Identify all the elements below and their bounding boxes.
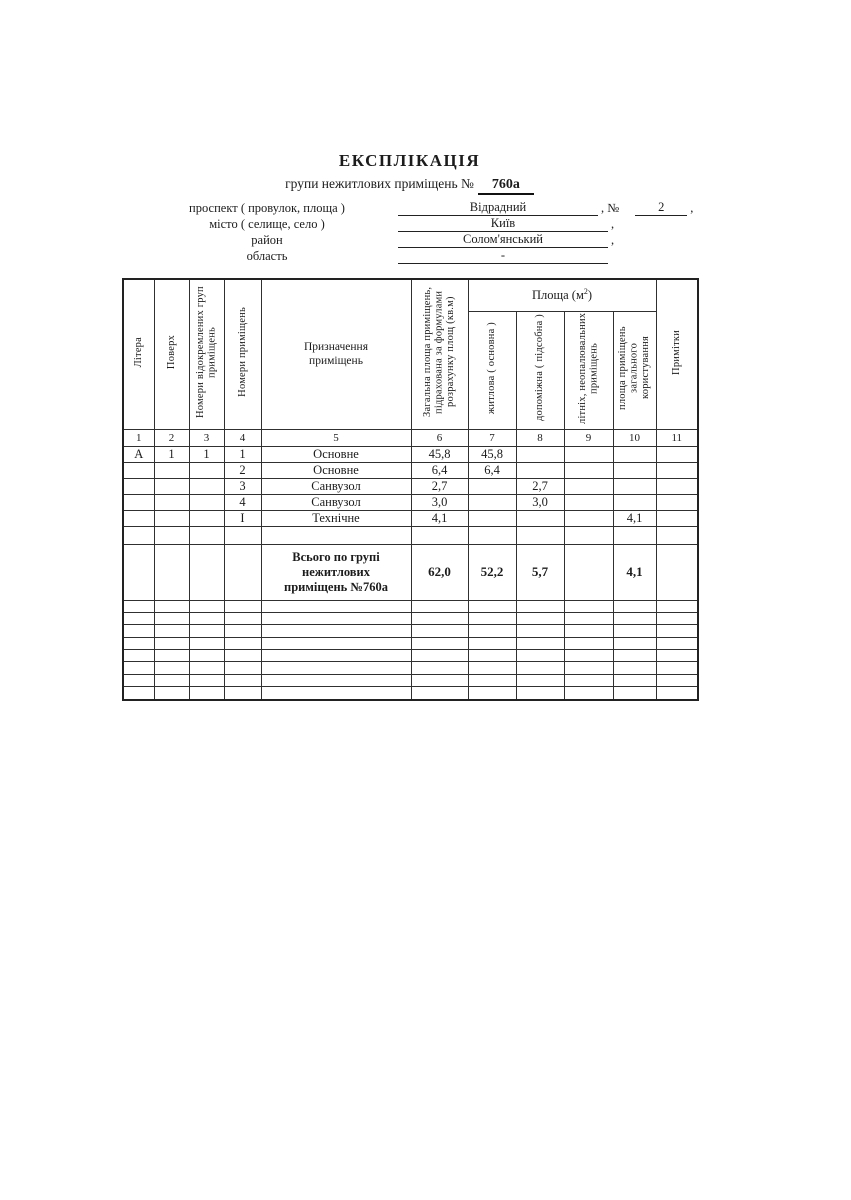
cell-summer-area xyxy=(564,510,613,526)
cell-total-area: 4,1 xyxy=(411,510,468,526)
empty-cell xyxy=(468,662,516,674)
empty-cell xyxy=(516,687,564,700)
city-suffix: , xyxy=(611,217,615,231)
empty-cell xyxy=(411,612,468,624)
cell-floor xyxy=(154,478,189,494)
empty-cell xyxy=(656,674,698,686)
street-suffix: , № xyxy=(601,201,620,215)
col-header-floor: Поверх xyxy=(154,279,189,429)
cell-living-area xyxy=(468,478,516,494)
empty-table-row xyxy=(123,674,698,686)
cell-summer-area xyxy=(564,494,613,510)
cell-auxiliary-area xyxy=(516,462,564,478)
city-label: місто ( селище, село ) xyxy=(209,217,325,231)
empty-table-row xyxy=(123,637,698,649)
empty-cell xyxy=(154,687,189,700)
empty-cell xyxy=(224,612,261,624)
cell-litera: А xyxy=(123,446,154,462)
empty-cell xyxy=(564,625,613,637)
empty-cell xyxy=(516,612,564,624)
empty-cell xyxy=(154,625,189,637)
cell-notes xyxy=(656,494,698,510)
cell-litera xyxy=(123,478,154,494)
table-row xyxy=(123,510,698,526)
empty-cell xyxy=(261,625,411,637)
district-label: район xyxy=(251,233,283,247)
empty-cell xyxy=(224,662,261,674)
cell-auxiliary-area: 3,0 xyxy=(516,494,564,510)
empty-cell xyxy=(154,650,189,662)
address-row-city xyxy=(157,217,614,232)
cell-room-number: 3 xyxy=(224,478,261,494)
empty-cell xyxy=(123,687,154,700)
empty-cell xyxy=(656,650,698,662)
cell-purpose: Санвузол xyxy=(261,494,411,510)
empty-cell xyxy=(468,600,516,612)
cell-auxiliary-area: 2,7 xyxy=(516,478,564,494)
table-row xyxy=(123,446,698,462)
district-value: Солом'янський xyxy=(398,232,608,248)
empty-cell xyxy=(123,526,154,544)
cell-room-number: І xyxy=(224,510,261,526)
empty-cell xyxy=(564,650,613,662)
empty-cell xyxy=(261,526,411,544)
empty-cell xyxy=(224,625,261,637)
empty-cell xyxy=(468,637,516,649)
empty-cell xyxy=(411,637,468,649)
empty-cell xyxy=(516,674,564,686)
cell-auxiliary-area xyxy=(516,510,564,526)
total-living-value: 52,2 xyxy=(468,544,516,600)
empty-cell xyxy=(468,612,516,624)
empty-cell xyxy=(154,544,189,600)
empty-cell xyxy=(564,612,613,624)
empty-cell xyxy=(189,674,224,686)
empty-table-row xyxy=(123,600,698,612)
explication-table xyxy=(122,278,699,701)
empty-cell xyxy=(613,612,656,624)
cell-summer-area xyxy=(564,478,613,494)
empty-cell xyxy=(468,674,516,686)
empty-cell xyxy=(154,662,189,674)
empty-cell xyxy=(189,662,224,674)
empty-cell xyxy=(613,526,656,544)
cell-floor xyxy=(154,494,189,510)
empty-cell xyxy=(613,600,656,612)
empty-cell xyxy=(123,600,154,612)
empty-table-row xyxy=(123,612,698,624)
cell-group-number xyxy=(189,510,224,526)
col-number: 5 xyxy=(261,429,411,446)
empty-cell xyxy=(123,637,154,649)
totals-row xyxy=(123,544,698,600)
cell-total-area: 3,0 xyxy=(411,494,468,510)
col-number: 8 xyxy=(516,429,564,446)
cell-litera xyxy=(123,494,154,510)
empty-cell xyxy=(189,687,224,700)
table-row xyxy=(123,462,698,478)
total-summer-value xyxy=(564,544,613,600)
cell-living-area: 6,4 xyxy=(468,462,516,478)
empty-cell xyxy=(224,637,261,649)
cell-summer-area xyxy=(564,446,613,462)
city-value: Київ xyxy=(398,216,608,232)
cell-floor: 1 xyxy=(154,446,189,462)
empty-cell xyxy=(261,687,411,700)
empty-cell xyxy=(261,637,411,649)
empty-cell xyxy=(656,612,698,624)
total-area-value: 62,0 xyxy=(411,544,468,600)
cell-floor xyxy=(154,462,189,478)
empty-cell xyxy=(656,637,698,649)
empty-cell xyxy=(564,687,613,700)
empty-cell xyxy=(123,650,154,662)
empty-cell xyxy=(613,662,656,674)
empty-cell xyxy=(516,625,564,637)
subtitle-text: групи нежитлових приміщень № xyxy=(285,176,474,191)
empty-cell xyxy=(613,674,656,686)
col-number: 4 xyxy=(224,429,261,446)
cell-total-area: 2,7 xyxy=(411,478,468,494)
col-number: 1 xyxy=(123,429,154,446)
empty-cell xyxy=(224,674,261,686)
col-number: 10 xyxy=(613,429,656,446)
empty-cell xyxy=(411,650,468,662)
table-header-row xyxy=(123,279,698,311)
empty-table-row xyxy=(123,650,698,662)
address-row-district xyxy=(157,233,614,248)
totals-label: Всього по групі нежитлових приміщень №760а xyxy=(261,544,411,600)
cell-common-area xyxy=(613,446,656,462)
empty-cell xyxy=(154,612,189,624)
col-number: 7 xyxy=(468,429,516,446)
empty-cell xyxy=(613,687,656,700)
cell-notes xyxy=(656,478,698,494)
group-number: 760а xyxy=(478,177,534,195)
empty-cell xyxy=(189,544,224,600)
empty-cell xyxy=(516,662,564,674)
cell-common-area xyxy=(613,494,656,510)
empty-cell xyxy=(224,526,261,544)
empty-cell xyxy=(613,650,656,662)
cell-purpose: Основне xyxy=(261,446,411,462)
cell-living-area xyxy=(468,494,516,510)
empty-cell xyxy=(516,526,564,544)
empty-table-row xyxy=(123,625,698,637)
col-header-common-use-area: площа приміщень загального користування xyxy=(613,311,656,429)
address-row-region xyxy=(157,249,611,264)
empty-cell xyxy=(613,625,656,637)
empty-cell xyxy=(123,662,154,674)
cell-common-area xyxy=(613,478,656,494)
document-subtitle xyxy=(122,176,697,193)
address-row-street xyxy=(157,201,693,216)
col-header-area-group: Площа $(м^2)$ xyxy=(468,279,656,311)
cell-living-area xyxy=(468,510,516,526)
cell-room-number: 1 xyxy=(224,446,261,462)
empty-cell xyxy=(516,650,564,662)
empty-cell xyxy=(411,600,468,612)
cell-total-area: 45,8 xyxy=(411,446,468,462)
empty-cell xyxy=(656,600,698,612)
total-common-value: 4,1 xyxy=(613,544,656,600)
cell-common-area xyxy=(613,462,656,478)
col-header-room-numbers: Номери приміщень xyxy=(224,279,261,429)
cell-room-number: 2 xyxy=(224,462,261,478)
empty-cell xyxy=(564,674,613,686)
col-header-notes: Примітки xyxy=(656,279,698,429)
empty-cell xyxy=(189,526,224,544)
empty-cell xyxy=(411,687,468,700)
empty-cell xyxy=(656,687,698,700)
empty-cell xyxy=(516,600,564,612)
cell-living-area: 45,8 xyxy=(468,446,516,462)
col-header-purpose: Призначення приміщень xyxy=(261,279,411,429)
cell-group-number xyxy=(189,494,224,510)
cell-litera xyxy=(123,462,154,478)
total-auxiliary-value: 5,7 xyxy=(516,544,564,600)
empty-cell xyxy=(516,637,564,649)
empty-cell xyxy=(411,625,468,637)
cell-notes xyxy=(656,510,698,526)
col-number: 11 xyxy=(656,429,698,446)
empty-cell xyxy=(189,637,224,649)
empty-cell xyxy=(564,526,613,544)
street-value: Відрадний xyxy=(398,200,598,216)
empty-cell xyxy=(564,637,613,649)
cell-purpose: Основне xyxy=(261,462,411,478)
empty-cell xyxy=(656,526,698,544)
empty-cell xyxy=(613,637,656,649)
empty-cell xyxy=(468,650,516,662)
cell-notes xyxy=(656,462,698,478)
empty-cell xyxy=(261,662,411,674)
street-tail: , xyxy=(690,201,694,215)
empty-cell xyxy=(468,625,516,637)
total-notes-value xyxy=(656,544,698,600)
col-header-litera: Літера xyxy=(123,279,154,429)
empty-cell xyxy=(261,600,411,612)
empty-cell xyxy=(123,625,154,637)
empty-cell xyxy=(154,526,189,544)
empty-cell xyxy=(224,600,261,612)
cell-purpose: Технічне xyxy=(261,510,411,526)
empty-cell xyxy=(123,674,154,686)
empty-cell xyxy=(123,612,154,624)
empty-cell xyxy=(224,687,261,700)
table-row xyxy=(123,494,698,510)
empty-cell xyxy=(224,650,261,662)
region-value: - xyxy=(398,248,608,264)
col-header-total-area: Загальна площа приміщень, підрахована за формулами розрахунку площ (кв.м) xyxy=(411,279,468,429)
empty-table-row xyxy=(123,662,698,674)
cell-group-number: 1 xyxy=(189,446,224,462)
document-title: ЕКСПЛІКАЦІЯ xyxy=(338,151,481,170)
col-number: 2 xyxy=(154,429,189,446)
building-number-value: 2 xyxy=(635,200,687,216)
empty-cell xyxy=(564,662,613,674)
col-header-separated-group-numbers: Номери відокремлених груп приміщень xyxy=(189,279,224,429)
empty-cell xyxy=(411,526,468,544)
cell-notes xyxy=(656,446,698,462)
col-number: 6 xyxy=(411,429,468,446)
empty-cell xyxy=(261,612,411,624)
district-suffix: , xyxy=(611,233,615,247)
street-label: проспект ( провулок, площа ) xyxy=(189,201,345,215)
empty-cell xyxy=(261,650,411,662)
cell-summer-area xyxy=(564,462,613,478)
cell-group-number xyxy=(189,462,224,478)
empty-cell xyxy=(656,625,698,637)
region-label: область xyxy=(246,249,288,263)
cell-purpose: Санвузол xyxy=(261,478,411,494)
cell-room-number: 4 xyxy=(224,494,261,510)
cell-total-area: 6,4 xyxy=(411,462,468,478)
col-number: 3 xyxy=(189,429,224,446)
col-header-summer-unheated: літніх, неопалювальних приміщень xyxy=(564,311,613,429)
cell-floor xyxy=(154,510,189,526)
column-number-row xyxy=(123,429,698,446)
empty-cell xyxy=(123,544,154,600)
empty-cell xyxy=(468,526,516,544)
cell-auxiliary-area xyxy=(516,446,564,462)
table-row xyxy=(123,478,698,494)
empty-cell xyxy=(261,674,411,686)
empty-cell xyxy=(154,600,189,612)
cell-common-area: 4,1 xyxy=(613,510,656,526)
empty-cell xyxy=(154,674,189,686)
empty-cell xyxy=(656,662,698,674)
empty-table-row xyxy=(123,687,698,700)
empty-cell xyxy=(189,650,224,662)
cell-group-number xyxy=(189,478,224,494)
col-header-living-area: житлова ( основна ) xyxy=(468,311,516,429)
empty-cell xyxy=(468,687,516,700)
empty-cell xyxy=(189,612,224,624)
empty-cell xyxy=(411,662,468,674)
empty-cell xyxy=(189,600,224,612)
empty-table-row xyxy=(123,526,698,544)
empty-cell xyxy=(189,625,224,637)
empty-cell xyxy=(564,600,613,612)
col-header-auxiliary-area: допоміжна ( підсобна ) xyxy=(516,311,564,429)
col-number: 9 xyxy=(564,429,613,446)
empty-cell xyxy=(224,544,261,600)
empty-cell xyxy=(154,637,189,649)
cell-litera xyxy=(123,510,154,526)
empty-cell xyxy=(411,674,468,686)
